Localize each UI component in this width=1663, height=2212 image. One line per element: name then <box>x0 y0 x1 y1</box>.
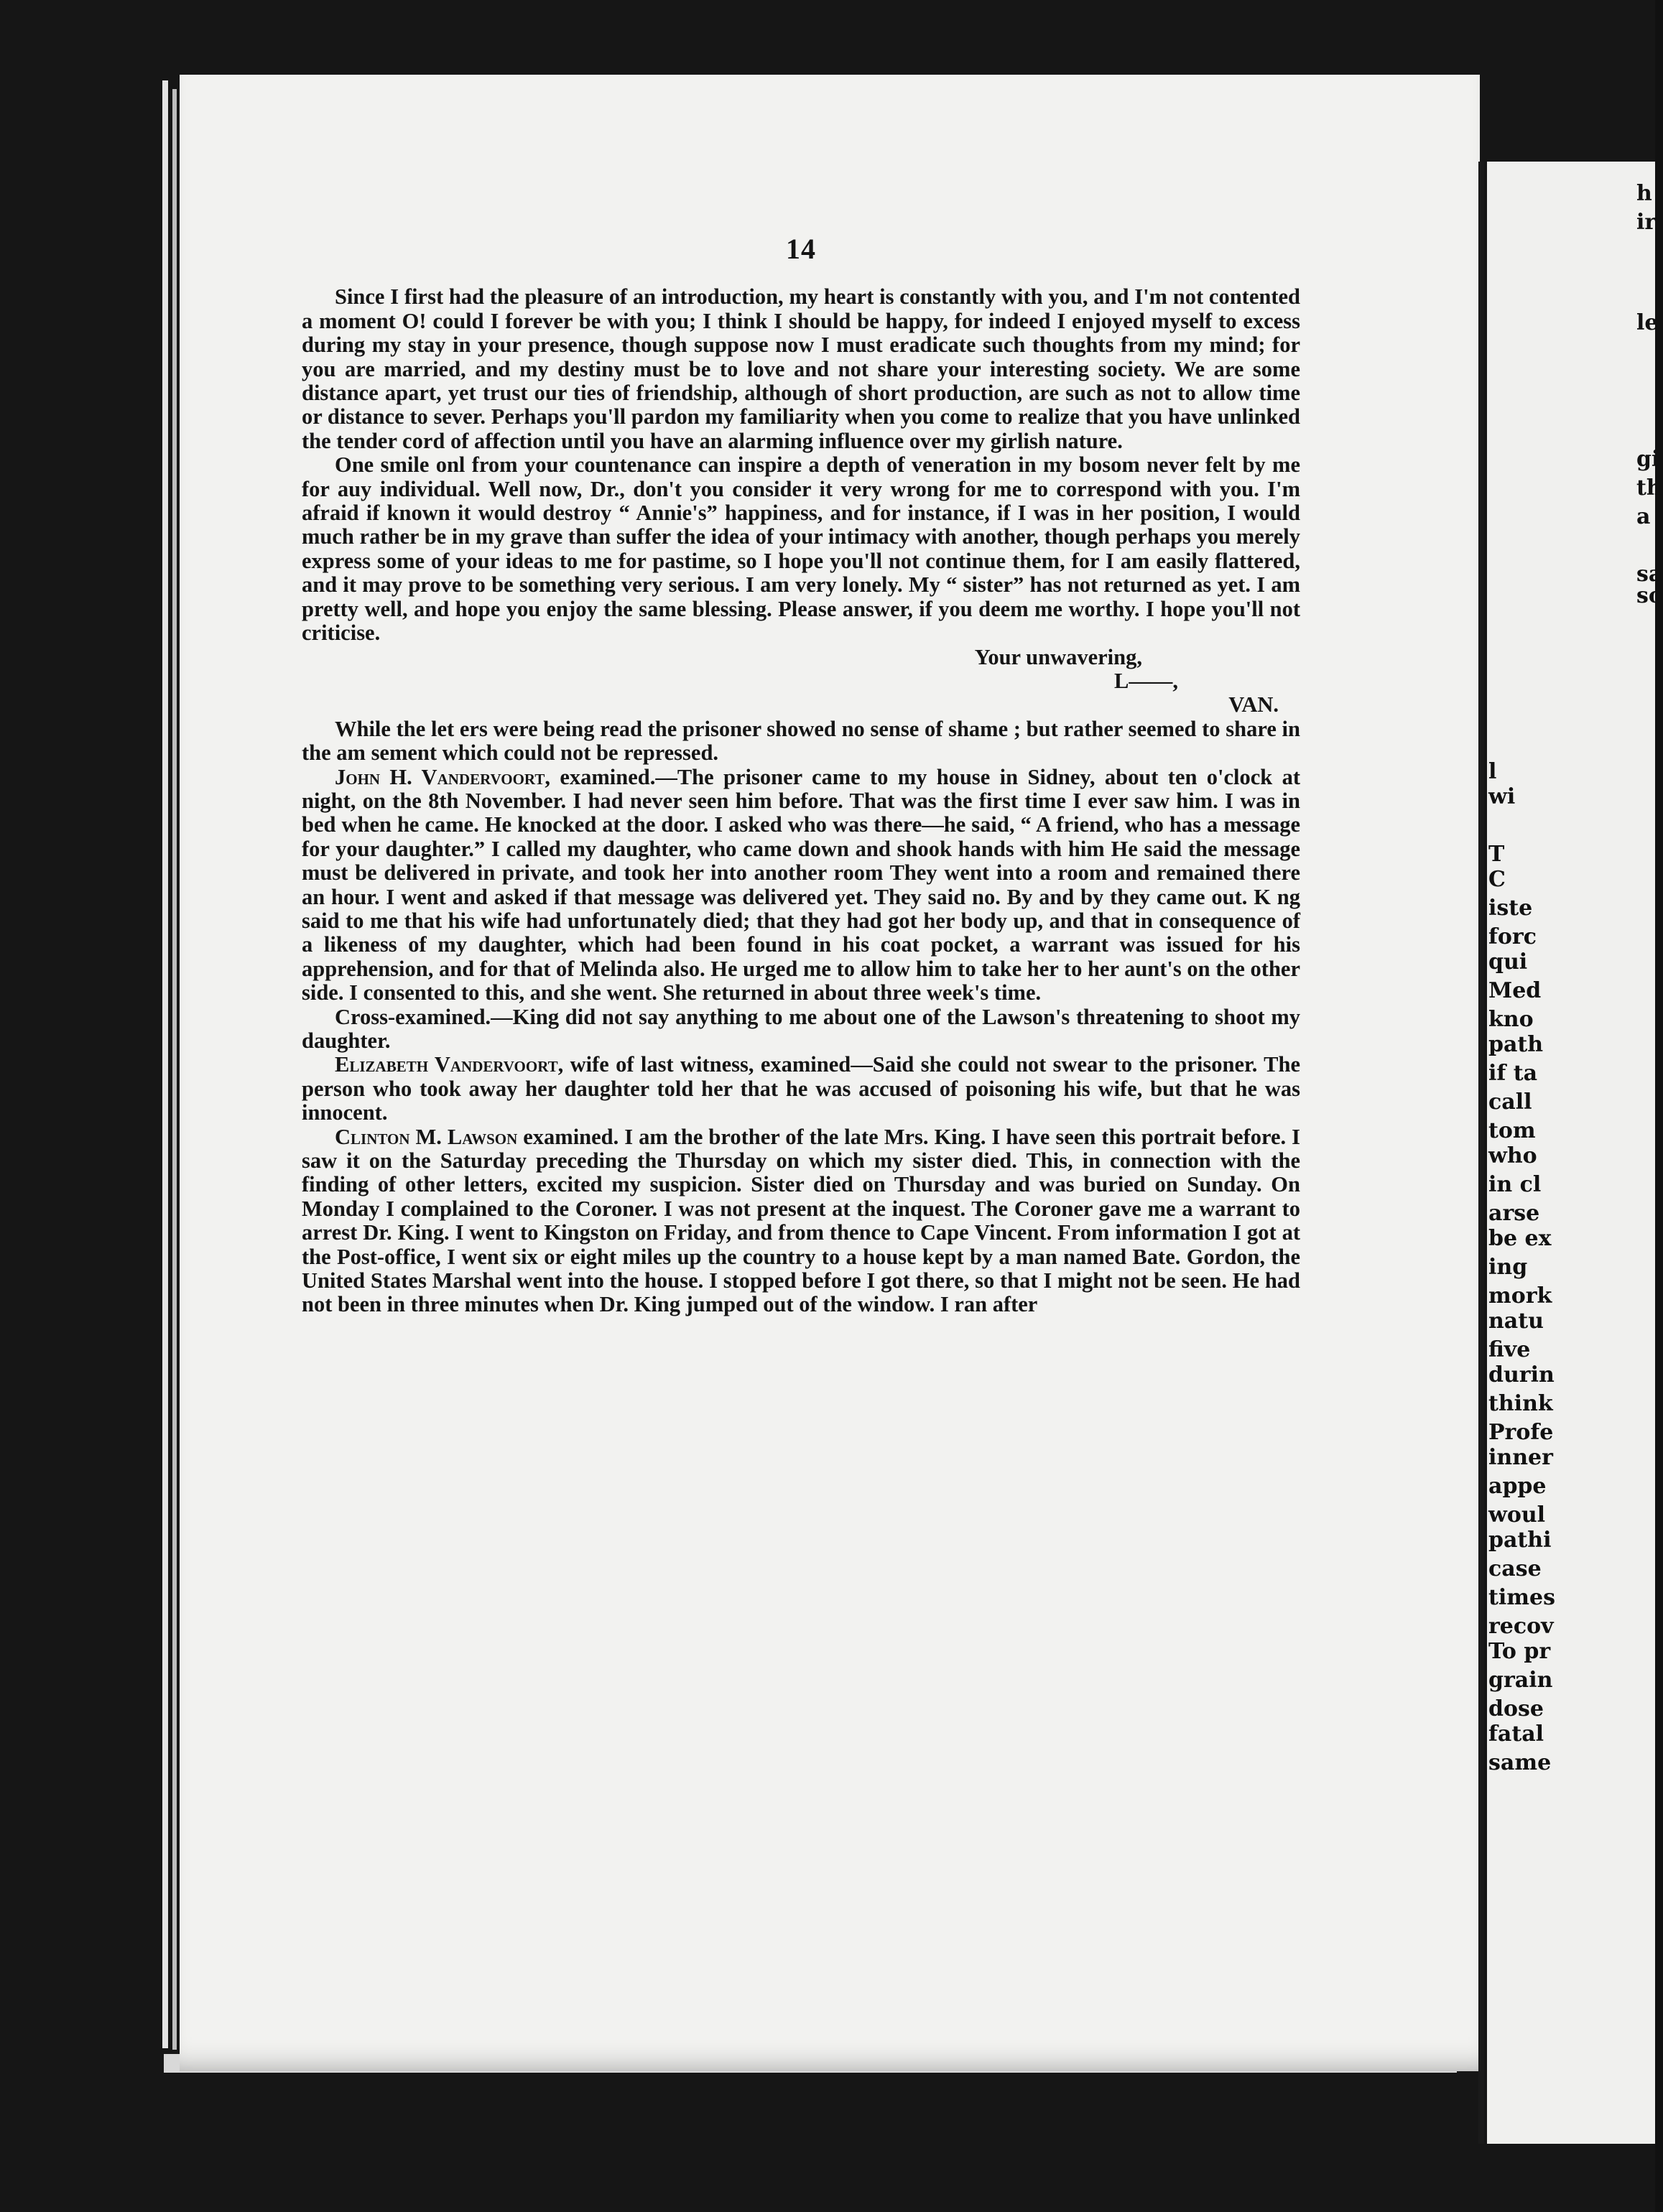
witness-name: Clinton M. Lawson <box>335 1124 518 1149</box>
adjacent-page-fragment: qui <box>1488 949 1528 975</box>
adjacent-page-fragment: so <box>1636 583 1663 608</box>
adjacent-page-fragment: fatal <box>1488 1721 1544 1747</box>
adjacent-page-fragment: recov <box>1488 1614 1554 1639</box>
letter-signature-name: VAN. <box>1228 692 1279 717</box>
page-number: 14 <box>786 233 816 265</box>
page-gutter <box>1478 162 1484 2144</box>
adjacent-page-fragment: l <box>1488 759 1497 784</box>
testimony-paragraph <box>302 1125 1300 1317</box>
testimony-text: , wife of last witness, examined—Said she could not swear to the prisoner. The person who took away her daughter told her that he was accused of poisoning his wife, but that he was innocent. <box>302 1052 1300 1125</box>
adjacent-page-fragment: Profe <box>1488 1420 1554 1445</box>
adjacent-page-fragment: To pr <box>1488 1639 1551 1664</box>
adjacent-page-fragment: path <box>1488 1032 1544 1057</box>
adjacent-page-fragment: who <box>1488 1143 1537 1168</box>
page-edge <box>162 80 168 2048</box>
testimony-text: Cross-examined.—King did not say anything to me about one of the Lawson's threatening to shoot my daughter. <box>302 1004 1300 1053</box>
adjacent-page-fragment: le <box>1636 310 1659 335</box>
testimony-text: , examined.—The prisoner came to my house in Sidney, about ten o'clock at night, on the 8th November. I had never seen him before. That was the first time I ever saw him. I was in bed when he came. He knocked at the door. I asked who was there—he said, “ A friend, who has a message for your daughter.” I called my daughter, who came down and shook hands with him He said the message must be delivered in private, and took her into another room They went into a room and remained there an hour. I went and asked if that message was delivered yet. They said no. By and by they came out. K ng said to me that his wife had unfortunately died; that they had got her body up, and that in consequence of a likeness of my daughter, which had been found in his coat pocket, a warrant was issued for his apprehension, and for that of Melinda also. He urged me to allow him to take her to her aunt's on the other side. I consented to this, and she went. She returned in about three week's time. <box>302 764 1301 1005</box>
letter-closing: Your unwavering, <box>974 644 1142 669</box>
narrative-paragraph: While the let ers were being read the prisoner showed no sense of shame ; but rather seemed to share in the am sement which could not be repressed. <box>302 716 1300 766</box>
testimony-paragraph <box>302 766 1300 1005</box>
adjacent-page-fragment: kno <box>1488 1007 1534 1032</box>
adjacent-page <box>1487 162 1663 2144</box>
adjacent-page-fragment: pathi <box>1488 1528 1552 1553</box>
page-edge <box>172 89 177 2050</box>
page-text <box>302 233 1301 1317</box>
witness-name: Elizabeth Vandervoort <box>335 1052 558 1077</box>
adjacent-page-fragment: five <box>1488 1337 1531 1362</box>
adjacent-page-fragment: in cl <box>1488 1172 1542 1197</box>
adjacent-page-fragment: h <box>1636 181 1652 206</box>
adjacent-page-fragment: iste <box>1488 896 1533 921</box>
adjacent-page-fragment: sa <box>1636 562 1663 587</box>
adjacent-page-fragment: grain <box>1488 1668 1553 1693</box>
adjacent-page-fragment: Med <box>1488 978 1542 1003</box>
adjacent-page-fragment: forc <box>1488 924 1537 949</box>
testimony-paragraph <box>302 1005 1300 1054</box>
adjacent-page-fragment: tom <box>1488 1118 1536 1143</box>
testimony-paragraph <box>302 1053 1300 1125</box>
adjacent-page-fragment: wi <box>1488 784 1516 809</box>
adjacent-page-fragment: mork <box>1488 1283 1552 1309</box>
adjacent-page-fragment: if ta <box>1488 1061 1538 1086</box>
adjacent-page-fragment: ing <box>1488 1255 1528 1280</box>
adjacent-page-fragment: case <box>1488 1556 1542 1581</box>
testimony-text: examined. I am the brother of the late Mrs. King. I have seen this portrait before. I saw it on the Saturday preceding the Thursday on which my sister died. This, in connection with the finding of other letters, excited my suspicion. Sister died on Thursday and was buried on Sunday. On Monday I complained to the Coroner. I was not present at the inquest. The Coroner gave me a warrant to arrest Dr. King. I went to Kingston on Friday, and from thence to Cape Vincent. From information I got at the Post-office, I went six or eight miles up the country to a house kept by a man named Bate. Gordon, the United States Marshal went into the house. I stopped before I got there, so that I might not be seen. He had not been in three minutes when Dr. King jumped out of the window. I ran after <box>302 1124 1300 1317</box>
letter-signature-initial: L——, <box>1114 668 1178 693</box>
adjacent-page-fragment: same <box>1488 1750 1552 1775</box>
adjacent-page-fragment: a <box>1636 504 1651 529</box>
adjacent-page-fragment: woul <box>1488 1502 1546 1528</box>
adjacent-page-fragment: dose <box>1488 1696 1544 1721</box>
adjacent-page-fragment: arse <box>1488 1201 1540 1226</box>
adjacent-page-fragment: times <box>1488 1585 1555 1610</box>
adjacent-page-fragment: th <box>1636 475 1662 501</box>
adjacent-page-fragment: durin <box>1488 1362 1555 1388</box>
letter-paragraph: Since I first had the pleasure of an introduction, my heart is constantly with you, and I'm not contented a moment O! could I forever be with you; I think I should be happy, for indeed I enjoyed myself to excess during my stay in your presence, though suppose now I must eradicate such thoughts from my mind; for you are married, and my destiny must be to love and not share your interesting society. We are some distance apart, yet trust our ties of friendship, although of short production, are such as not to allow time or distance to sever. Perhaps you'll pardon my familiarity when you come to realize that you have unlinked the tender cord of affection until you have an alarming influence over my girlish nature. <box>302 284 1300 453</box>
adjacent-page-fragment: appe <box>1488 1474 1547 1499</box>
adjacent-page-fragment: call <box>1488 1089 1532 1115</box>
adjacent-page-fragment: T <box>1488 842 1505 867</box>
letter-paragraph: One smile onl from your countenance can inspire a depth of veneration in my bosom never felt by me for auy individual. Well now, Dr., don't you consider it very wrong for me to correspond with you. I'm afraid if known it would destroy “ Annie's” happiness, and for instance, if I was in her position, I would much rather be in my grave than suffer the idea of your intimacy with another, though perhaps you merely express some of your ideas to me for pastime, so I hope you'll not continue them, for I am easily flattered, and it may prove to be something very serious. I am very lonely. My “ sister” has not returned as yet. I am pretty well, and hope you enjoy the same blessing. Please answer, if you deem me worthy. I hope you'll not criticise. <box>302 452 1300 646</box>
adjacent-page-fragment: ir <box>1636 210 1657 235</box>
adjacent-page-fragment: C <box>1488 867 1506 892</box>
adjacent-page-fragment: think <box>1488 1391 1553 1416</box>
witness-name: John H. Vandervoort <box>335 764 545 789</box>
adjacent-page-fragment: gi <box>1636 447 1660 472</box>
adjacent-page-fragment: natu <box>1488 1309 1544 1334</box>
adjacent-page-fragment: inner <box>1488 1445 1553 1470</box>
adjacent-page-fragment: be ex <box>1488 1226 1552 1251</box>
